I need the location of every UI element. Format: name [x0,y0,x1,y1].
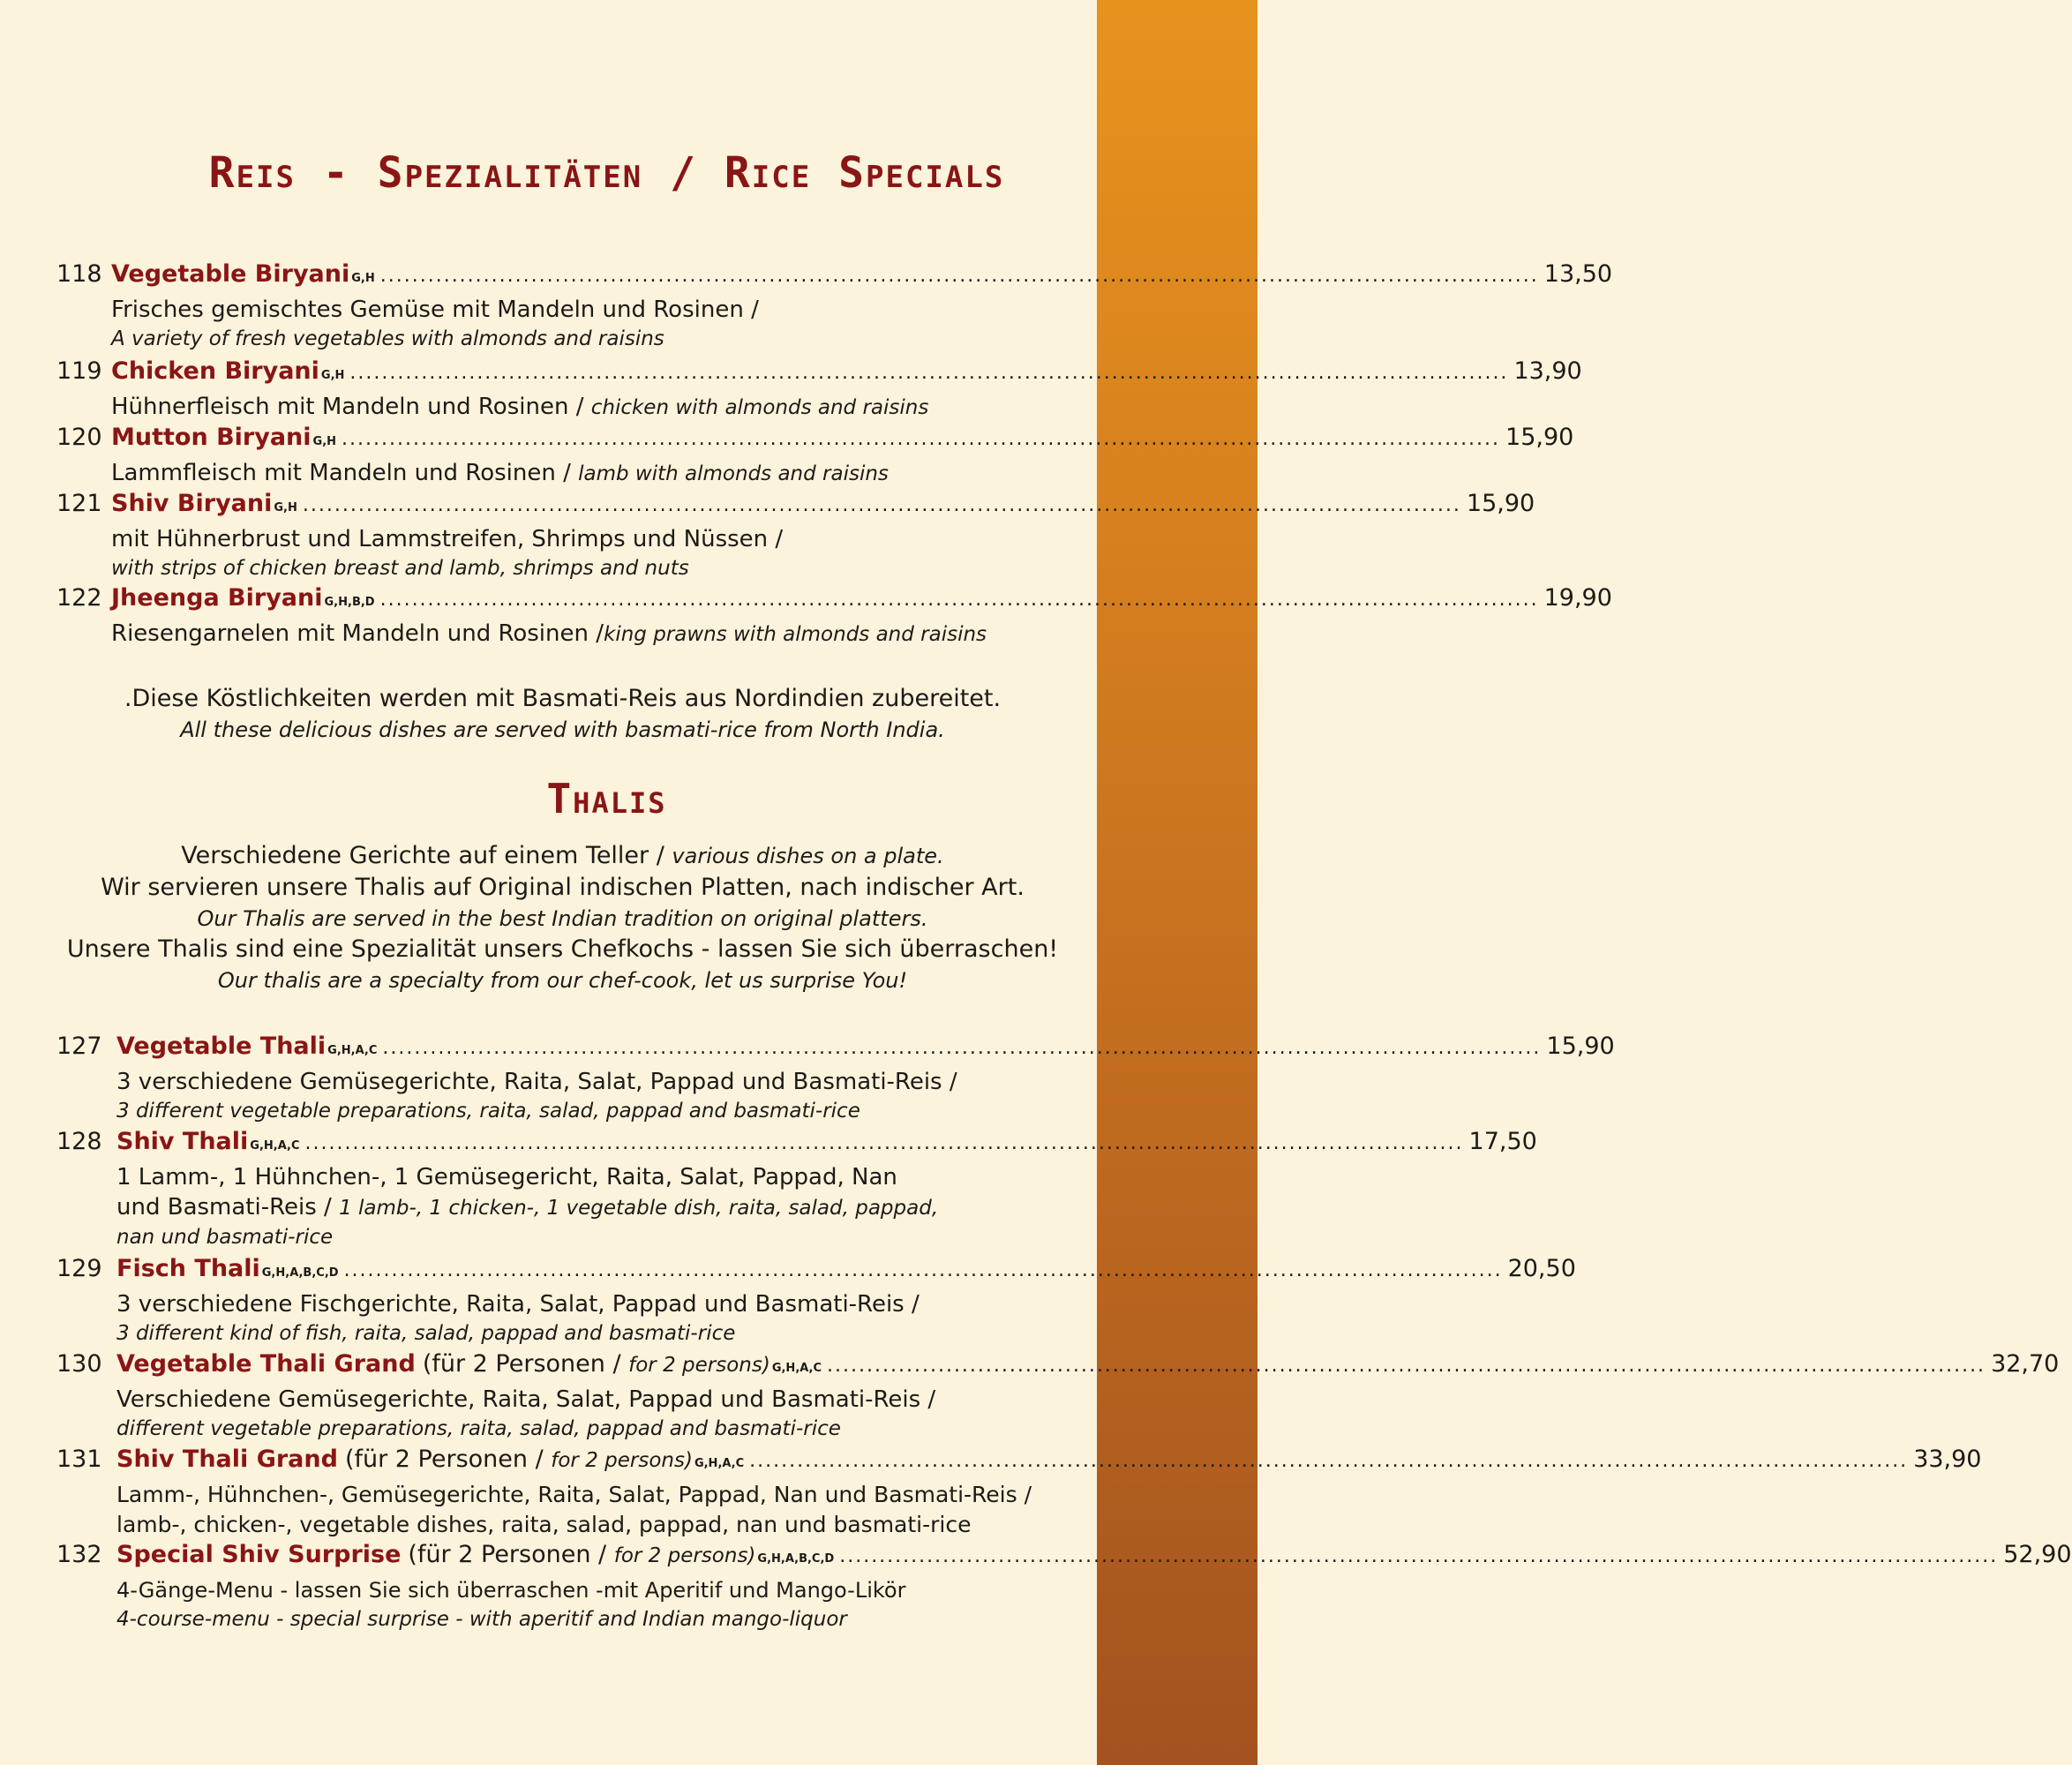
item-desc-de: 3 verschiedene Fischgerichte, Raita, Salat, Pappad und Basmati-Reis / [116,1291,920,1318]
item-desc-en: different vegetable preparations, raita, salad, pappad and basmati-rice [116,1417,841,1440]
allergen-codes: G,H [274,501,297,514]
menu-item-119: 119 Chicken Biryani G,H .................................................................................................................................................. 13,90 Hühnerfleisch mit Mandeln und Rosinen / chicken with almonds and raisins [56,357,1582,420]
thali-intro [53,840,1072,995]
item-desc-de: Riesengarnelen mit Mandeln und Rosinen / [111,620,604,647]
menu-item-132: 132 Special Shiv Surprise (für 2 Personen / for 2 persons) G,H,A,B,C,D .................................................................................................................................................. 52,90 4-Gänge-Menu - lassen Sie sich überraschen -mit Aperitif und Mango-Likör 4-course-menu - special surprise - with aperitif and Indian mango-liquor [56,1539,1034,1634]
menu-item-128: 128 Shiv Thali G,H,A,C .................................................................................................................................................. 17,50 1 Lamm-, 1 Hühnchen-, 1 Gemüsegericht, Raita, Salat, Pappad, Nan und Basmati-Reis / 1 lamb-, 1 chicken-, 1 vegetable dish, raita, salad, pappad, nan und basmati-rice [56,1126,1034,1251]
allergen-codes: G,H [351,272,375,285]
item-desc-de: 4-Gänge-Menu - lassen Sie sich überraschen -mit Aperitif und Mango-Likör [116,1578,906,1603]
item-name: Vegetable Biryani [111,260,350,288]
thali-intro-2-de: Wir servieren unsere Thalis auf Original indischen Platten, nach indischer Art. [101,874,1025,901]
thali-intro-1-de: Verschiedene Gerichte auf einem Teller / [181,842,664,869]
thali-intro-3-de: Unsere Thalis sind eine Spezialität unsers Chefkochs - lassen Sie sich überraschen! [66,935,1059,963]
item-desc-de: 3 verschiedene Gemüsegerichte, Raita, Salat, Pappad und Basmati-Reis / [116,1069,957,1095]
menu-item-121: 121 Shiv Biryani G,H .................................................................................................................................................. 15,90 mit Hühnerbrust und Lammstreifen, Shrimps und Nüssen / with strips of chicken breast and lamb, shrimps and nuts [56,488,1054,582]
item-desc-de: Verschiedene Gemüsegerichte, Raita, Salat, Pappad und Basmati-Reis / [116,1386,936,1413]
item-name: Shiv Thali [116,1128,249,1155]
item-name: Vegetable Thali Grand [116,1350,416,1378]
item-extra-en: for 2 persons) [628,1354,770,1377]
item-desc-en-inline: 1 lamb-, 1 chicken-, 1 vegetable dish, raita, salad, pappad, [339,1197,939,1220]
item-price: 15,90 [1546,1033,1615,1060]
item-desc-en: nan und basmati-rice [116,1226,334,1249]
item-price: 33,90 [1913,1446,1982,1473]
item-desc-en: with strips of chicken breast and lamb, shrimps and nuts [111,557,689,580]
menu-item-127: 127 Vegetable Thali G,H,A,C .................................................................................................................................................. 15,90 3 verschiedene Gemüsegerichte, Raita, Salat, Pappad und Basmati-Reis / 3 different vegetable preparations, raita, salad, pappad and basmati-rice [56,1031,1034,1125]
rice-note-de: .Diese Köstlichkeiten werden mit Basmati-Reis aus Nordindien zubereitet. [124,685,1002,712]
item-extra-en: for 2 persons) [551,1449,693,1472]
thali-intro-1-en: various dishes on a plate. [672,844,944,868]
item-price: 20,50 [1507,1255,1576,1282]
item-price: 15,90 [1466,490,1535,517]
item-desc-en: 3 different vegetable preparations, raita, salad, pappad and basmati-rice [116,1100,860,1123]
thali-intro-2-en: Our Thalis are served in the best Indian tradition on original platters. [197,906,928,931]
menu-item-129: 129 Fisch Thali G,H,A,B,C,D .................................................................................................................................................. 20,50 3 verschiedene Fischgerichte, Raita, Salat, Pappad und Basmati-Reis / 3 different kind of fish, raita, salad, pappad and basmati-rice [56,1253,1034,1348]
thali-section-title: Thalis [546,775,667,822]
allergen-codes: G,H,A,B,C,D [757,1552,835,1566]
item-desc-en: king prawns with almonds and raisins [604,623,987,646]
item-desc-en: 4-course-menu - special surprise - with aperitif and Indian mango-liquor [116,1608,847,1631]
item-price: 17,50 [1468,1128,1537,1155]
item-desc-en: lamb with almonds and raisins [578,462,889,485]
item-name: Shiv Thali Grand [116,1446,338,1473]
allergen-codes: G,H,A,C [327,1044,378,1057]
item-desc-de: Lamm-, Hühnchen-, Gemüsegerichte, Raita, Salat, Pappad, Nan und Basmati-Reis / [116,1482,1032,1507]
item-number: 119 [56,357,102,385]
menu-item-122: 122 Jheenga Biryani G,H,B,D .................................................................................................................................................. 19,90 Riesengarnelen mit Mandeln und Rosinen /king prawns with almonds and raisins [56,584,1612,647]
item-extra-de: (für 2 Personen / [408,1541,607,1568]
item-price: 52,90 [2003,1541,2072,1568]
item-price: 13,50 [1543,260,1613,288]
item-desc-de-2: und Basmati-Reis / [116,1194,332,1220]
rice-note [53,683,1072,745]
item-name: Special Shiv Surprise [116,1541,402,1568]
item-extra-de: (für 2 Personen / [422,1350,621,1378]
item-price: 32,70 [1991,1350,2060,1378]
item-number: 127 [56,1033,102,1060]
item-price: 13,90 [1513,357,1582,385]
item-desc-en: 3 different kind of fish, raita, salad, pappad and basmati-rice [116,1322,736,1345]
item-desc-de: mit Hühnerbrust und Lammstreifen, Shrimps und Nüssen / [111,526,784,552]
item-number: 121 [56,490,102,517]
item-price: 19,90 [1543,584,1612,612]
item-name: Mutton Biryani [111,424,312,451]
item-extra-en: for 2 persons) [613,1544,756,1567]
item-desc-de: 1 Lamm-, 1 Hühnchen-, 1 Gemüsegericht, Raita, Salat, Pappad, Nan [116,1164,897,1190]
item-desc-de: Hühnerfleisch mit Mandeln und Rosinen / [111,394,584,420]
menu-item-118: 118 Vegetable Biryani G,H .................................................................................................................................................. 13,50 Frisches gemischtes Gemüse mit Mandeln und Rosinen / A variety of fresh vegetables with almonds and raisins [56,259,1054,353]
menu-item-120: 120 Mutton Biryani G,H .................................................................................................................................................. 15,90 Lammfleisch mit Mandeln und Rosinen / lamb with almonds and raisins [56,424,1574,486]
item-number: 132 [56,1541,102,1568]
item-name: Fisch Thali [116,1255,260,1282]
menu-item-130: 130 Vegetable Thali Grand (für 2 Personen / for 2 persons) G,H,A,C .................................................................................................................................................. 32,70 Verschiedene Gemüsegerichte, Raita, Salat, Pappad und Basmati-Reis / different vegetable preparations, raita, salad, pappad and basmati-rice [56,1348,1034,1443]
item-desc-de: Frisches gemischtes Gemüse mit Mandeln und Rosinen / [111,297,759,323]
item-number: 122 [56,584,102,612]
item-extra-de: (für 2 Personen / [344,1446,544,1473]
allergen-codes: G,H,A,C [694,1457,745,1470]
item-name: Jheenga Biryani [111,584,323,612]
item-desc-en: A variety of fresh vegetables with almonds and raisins [111,327,664,350]
item-name: Vegetable Thali [116,1033,327,1060]
thali-intro-3-en: Our thalis are a specialty from our chef-cook, let us surprise You! [217,968,908,993]
rice-section-title: Reis - Spezialitäten / Rice Specials [208,148,1005,198]
allergen-codes: G,H [320,369,345,382]
allergen-codes: G,H,B,D [324,596,375,609]
item-desc-de-2: lamb-, chicken-, vegetable dishes, raita, salad, pappad, nan und basmati-rice [116,1512,972,1537]
allergen-codes: G,H [312,435,337,448]
item-number: 129 [56,1255,102,1282]
item-number: 118 [56,260,102,288]
allergen-codes: G,H,A,B,C,D [261,1266,339,1280]
item-name: Chicken Biryani [111,357,319,385]
item-desc-de: Lammfleisch mit Mandeln und Rosinen / [111,460,571,486]
item-number: 130 [56,1350,102,1378]
allergen-codes: G,H,A,C [250,1139,300,1153]
allergen-codes: G,H,A,C [771,1362,822,1375]
item-desc-en: chicken with almonds and raisins [590,396,929,419]
item-number: 128 [56,1128,102,1155]
item-price: 15,90 [1505,424,1574,451]
item-name: Shiv Biryani [111,490,273,517]
item-number: 131 [56,1446,102,1473]
item-number: 120 [56,424,102,451]
menu-item-131: 131 Shiv Thali Grand (für 2 Personen / for 2 persons) G,H,A,C .................................................................................................................................................. 33,90 Lamm-, Hühnchen-, Gemüsegerichte, Raita, Salat, Pappad, Nan und Basmati-Reis / lamb-, chicken-, vegetable dishes, raita, salad, pappad, nan und basmati-rice [56,1444,1034,1540]
rice-note-en: All these delicious dishes are served with basmati-rice from North India. [180,717,945,742]
